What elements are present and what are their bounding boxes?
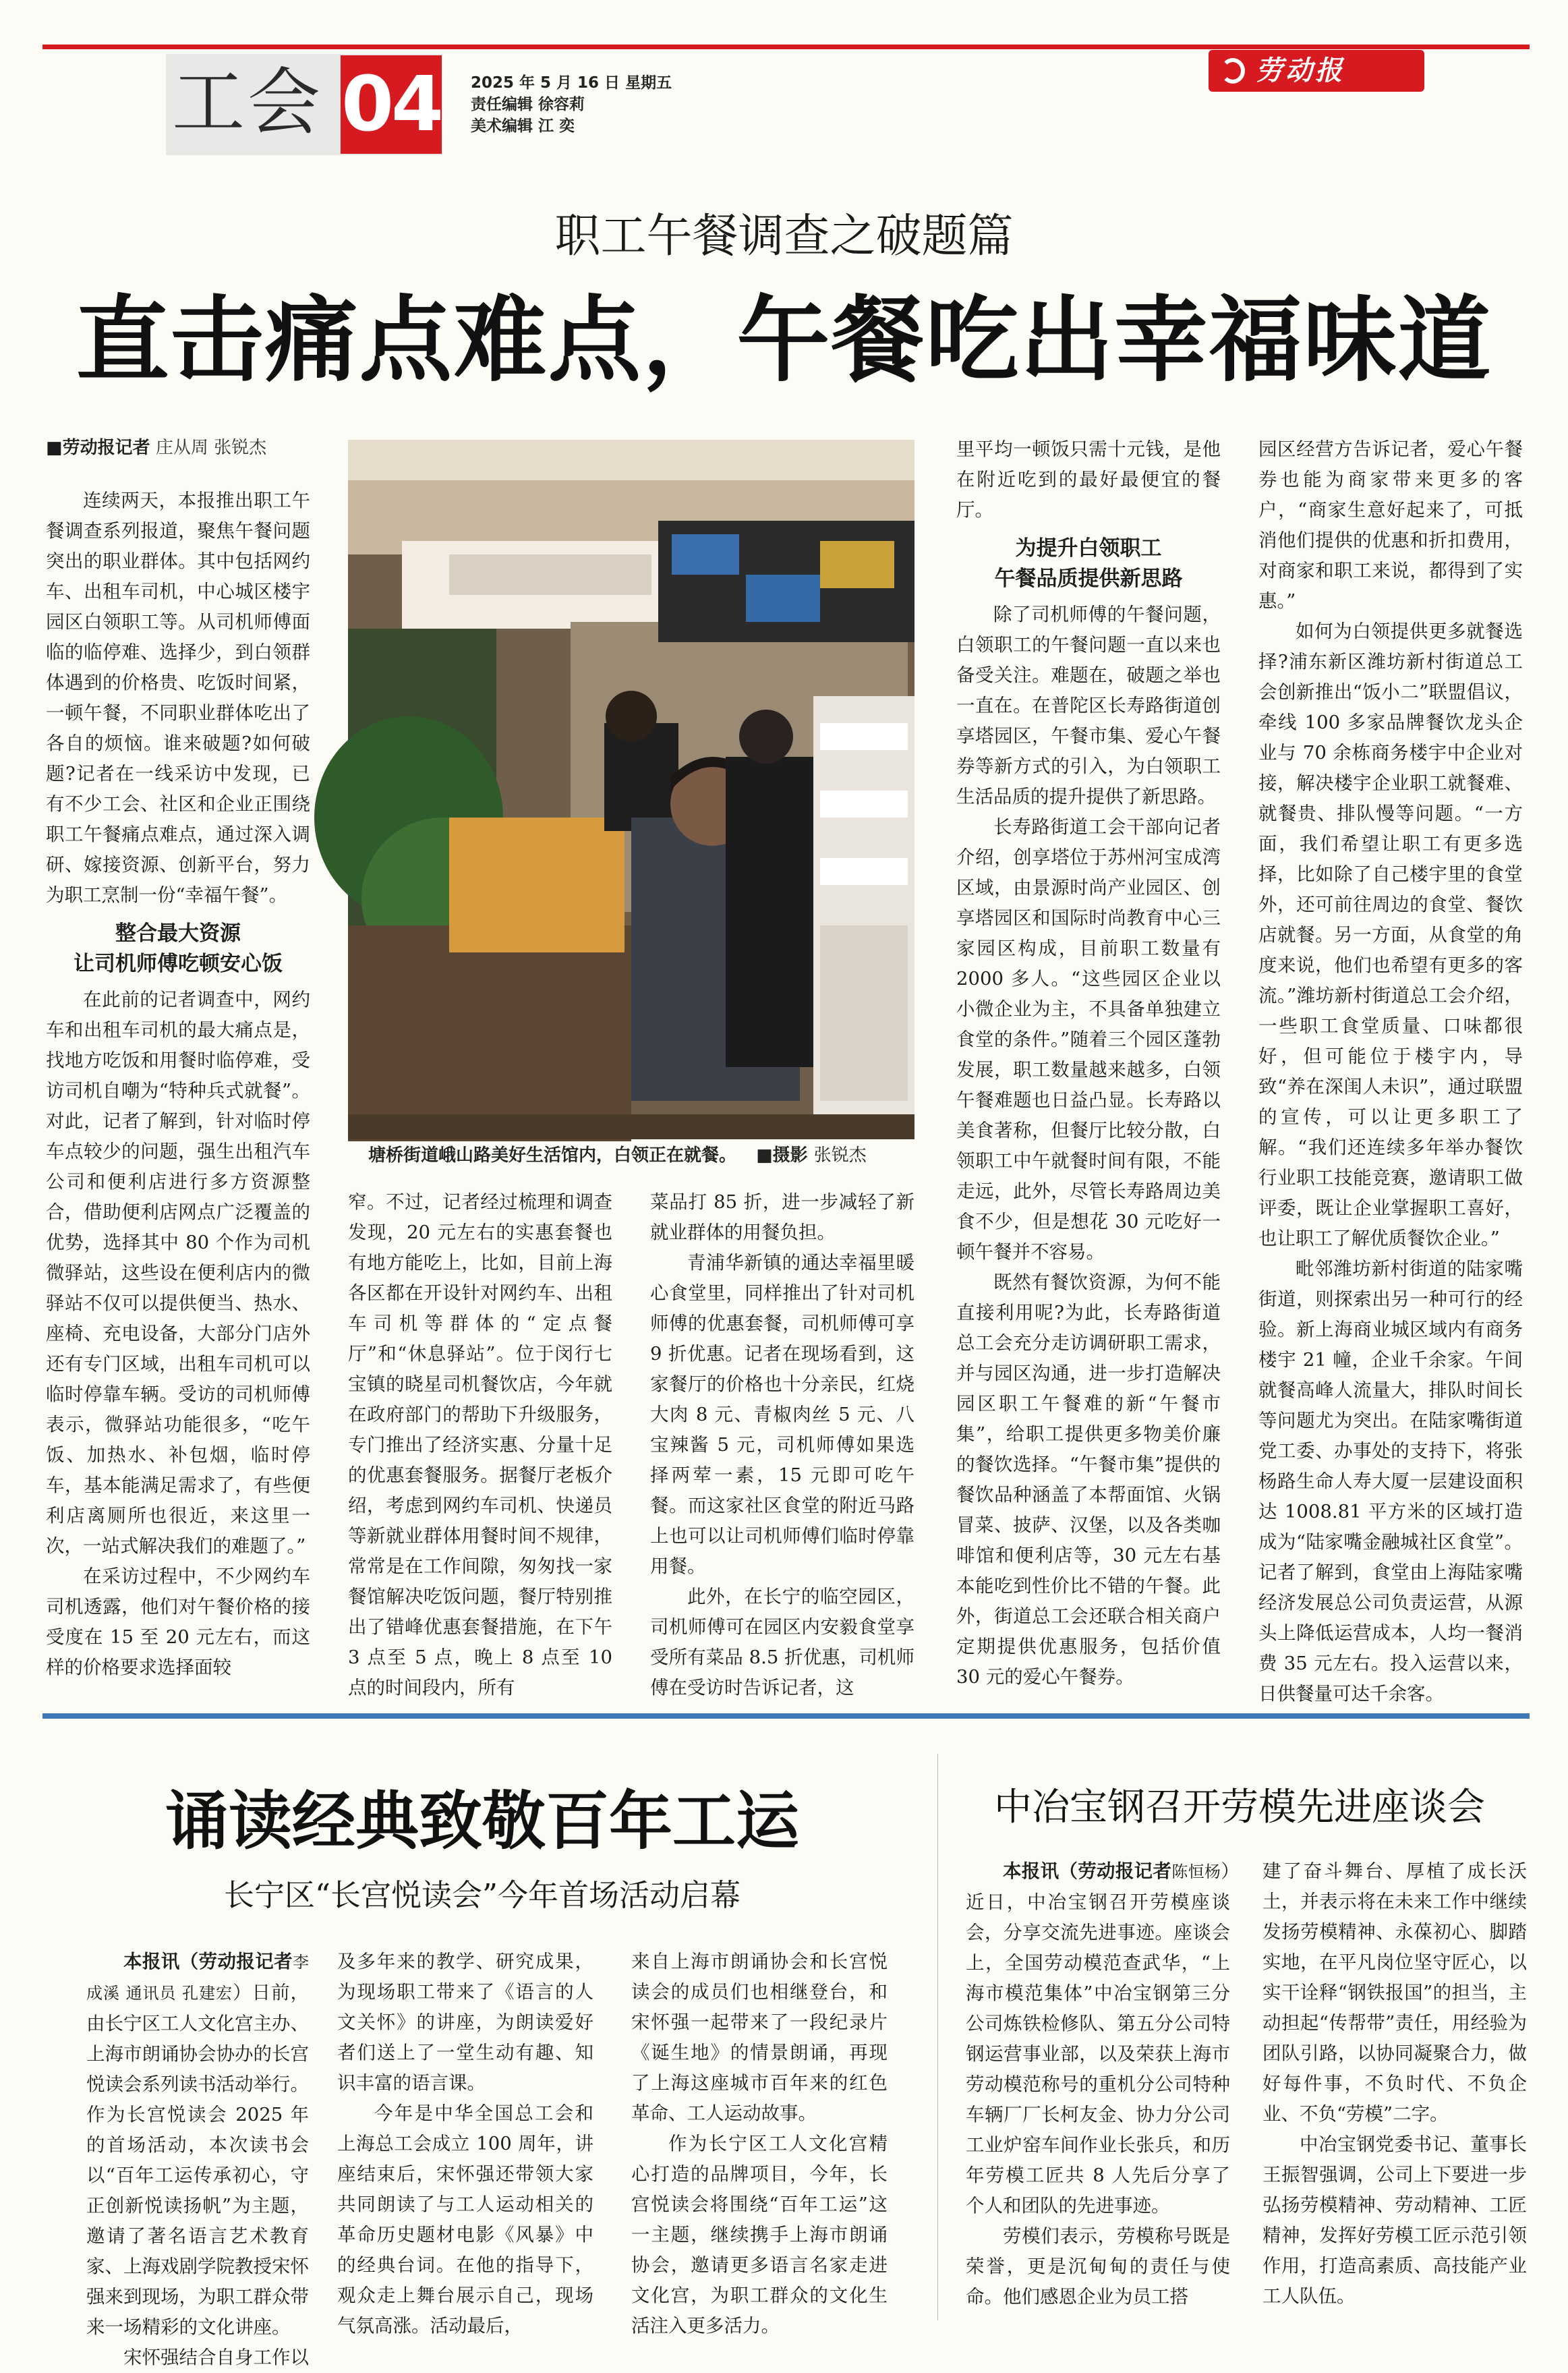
- caption-credit-label: ■摄影: [756, 1145, 808, 1166]
- byline-label: ■劳动报记者: [46, 438, 150, 458]
- story2-column-3: [631, 1947, 888, 2337]
- column-rule: [937, 1754, 938, 2320]
- story3-paragraph: 中冶宝钢党委书记、董事长王振智强调，公司上下要进一步弘扬劳模精神、劳动精神、工匠精神，发挥好劳模工匠示范引领作用，打造高素质、高技能产业工人队伍。: [1262, 2134, 1527, 2307]
- lead-paragraph: 此外，在长宁的临空园区，司机师傅可在园区内安毅食堂享受所有菜品 8.5 折优惠，司机师傅在受访时告诉记者，这: [650, 1586, 914, 1698]
- lead-paragraph: 如何为白领提供更多就餐选择?浦东新区潍坊新村街道总工会创新推出“饭小二”联盟倡议，牵线 100 多家品牌餐饮龙头企业与 70 余栋商务楼宇中企业对接，解决楼宇企业职工就餐难、就餐贵、排队慢等问题。“一方面，我们希望让职工有更多选择，比如除了自己楼宇里的食堂外，还可前往周边的食堂、餐饮店就餐。另一方面，从食堂的角度来说，他们也希望有更多的客流。”潍坊新村街道总工会介绍，一些职工食堂质量、口味都很好，但可能位于楼宇内，导致“养在深闺人未识”，通过联盟的宣传，可以让更多职工了解。“我们还连续多年举办餐饮行业职工技能竞赛，邀请职工做评委，既让企业掌握职工喜好，也让职工了解优质餐饮企业。”: [1258, 621, 1523, 1249]
- story2-reporter: 李成溪 通讯员 孔建宏: [86, 1953, 309, 2003]
- lead-intro-paragraph: 连续两天，本报推出职工午餐调查系列报道，聚焦午餐问题突出的职业群体。其中包括网约车、出租车司机，中心城区楼宇园区白领职工等。从司机师傅面临的临停难、选择少，到白领群体遇到的价格贵、吃饭时间紧，一顿午餐，不同职业群体吃出了各自的烦恼。谁来破题?如何破题?记者在一线采访中发现，已有不少工会、社区和企业正围绕职工午餐痛点难点，通过深入调研、嫁接资源、创新平台，努力为职工烹制一份“幸福午餐”。: [46, 490, 310, 906]
- paper-logo: [1209, 50, 1424, 92]
- lead-photo: [348, 440, 914, 1139]
- story2-paragraph: 作为长宁区工人文化宫精心打造的品牌项目，今年，长宫悦读会将围绕“百年工运”这一主题，继续携手上海市朗诵协会，邀请更多语言名家走进文化宫，为职工群众的文化生活注入更多活力。: [631, 2133, 888, 2337]
- lead-subhead-1: 整合最大资源 让司机师傅吃顿安心饭: [74, 921, 283, 976]
- logo-text: 劳动报: [1256, 55, 1345, 86]
- caption-credit-name: 张锐杰: [813, 1145, 867, 1166]
- lead-kicker: 职工午餐调查之破题篇: [554, 210, 1014, 263]
- lead-paragraph: 毗邻潍坊新村街道的陆家嘴街道，则探索出另一种可行的经验。新上海商业城区域内有商务楼宇 21 幢，企业千余家。午间就餐高峰人流量大，排队时间长等问题尤为突出。在陆家嘴街道党工委、办事处的支持下，将张杨路生命人寿大厦一层建设面积达 1008.81 平方米的区域打造成为“陆家嘴金融城社区食堂”。记者了解到，食堂由上海陆家嘴经济发展总公司负责运营，从源头上降低运营成本，人均一餐消费 35 元左右。投入运营以来，日供餐量可达千余客。: [1258, 1258, 1523, 1705]
- lead-column-1: [46, 486, 310, 1678]
- story3-paragraph: 建了奋斗舞台、厚植了成长沃土，并表示将在未来工作中继续发扬劳模精神、永葆初心、脚踏实地，在平凡岗位坚守匠心，以实干诠释“钢铁报国”的担当，主动担起“传帮带”责任，用经验为团队引路，以协同凝聚合力，做好每件事，不负时代、不负企业、不负“劳模”二字。: [1262, 1860, 1527, 2125]
- page-number: 04: [341, 61, 441, 148]
- canteen-photo-illustration: [348, 440, 914, 1139]
- lead-byline: [46, 436, 266, 460]
- story2-headline: 诵读经典致敬百年工运: [165, 1784, 799, 1858]
- story2-paragraph: 今年是中华全国总工会和上海总工会成立 100 周年，讲座结束后，宋怀强还带领大家共同朗读了与工人运动相关的革命历史题材电影《风暴》中的经典台词。在他的指导下，观众走上舞台展示自己，现场气氛高涨。活动最后，: [337, 2103, 593, 2337]
- story3-column-1: [966, 1856, 1230, 2324]
- story3-reporter: 陈恒杨: [1171, 1862, 1221, 1881]
- story2-lead-text: ）日前，由长宁区工人文化宫主办、上海市朗诵协会协办的长宫悦读会系列读书活动举行。作为长宫悦读会 2025 年的首场活动，本次读书会以“百年工运传承初心，守正创新悦读扬帆”为主题，邀请了著名语言艺术教育家、上海戏剧学院教授宋怀强来到现场，为职工群众带来一场精彩的文化讲座。: [86, 1982, 310, 2338]
- section-divider: [42, 1713, 1530, 1719]
- lead-paragraph: 既然有餐饮资源，为何不能直接利用呢?为此，长寿路街道总工会充分走访调研职工需求，并与园区沟通，进一步打造解决园区职工午餐难的新“午餐市集”，给职工提供更多物美价廉的餐饮选择。“午餐市集”提供的餐饮品种涵盖了本帮面馆、火锅冒菜、披萨、汉堡，以及各类咖啡馆和便利店等，30 元左右基本能吃到性价比不错的午餐。此外，街道总工会还联合相关商户定期提供优惠服务，包括价值 30 元的爱心午餐券。: [956, 1271, 1221, 1688]
- lead-paragraph: 园区经营方告诉记者，爱心午餐券也能为商家带来更多的客户，“商家生意好起来了，可抵消他们提供的优惠和折扣费用，对商家和职工来说，都得到了实惠。”: [1258, 438, 1523, 612]
- story3-paragraph: [966, 1856, 1230, 2221]
- lead-subhead-2: 为提升白领职工 午餐品质提供新思路: [994, 536, 1183, 591]
- lead-paragraph: 在此前的记者调查中，网约车和出租车司机的最大痛点是，找地方吃饭和用餐时临停难，受访司机自嘲为“特种兵式就餐”。对此，记者了解到，针对临时停车点较少的问题，强生出租汽车公司和便利店进行多方资源整合，借助便利店网点广泛覆盖的优势，选择其中 80 个作为司机微驿站，这些设在便利店内的微驿站不仅可以提供便当、热水、座椅、充电设备，大部分门店外还有专门区域，出租车司机可以临时停靠车辆。受访的司机师傅表示，微驿站功能很多，“吃午饭、加热水、补包烟，临时停车，基本能满足需求了，有些便利店离厕所也很近，来这里一次，一站式解决我们的难题了。”: [46, 989, 310, 1557]
- story2-paragraph: 来自上海市朗诵协会和长宫悦读会的成员们也相继登台，和宋怀强一起带来了一段纪录片《诞生地》的情景朗诵，再现了上海这座城市百年来的红色革命、工人运动故事。: [631, 1951, 888, 2124]
- lead-paragraph: 窄。不过，记者经过梳理和调查发现，20 元左右的实惠套餐也有地方能吃上，比如，目前上海各区都在开设针对网约车、出租车司机等群体的“定点餐厅”和“休息驿站”。位于闵行七宝镇的晓星司机餐饮店，今年就在政府部门的帮助下升级服务，专门推出了经济实惠、分量十足的优惠套餐服务。据餐厅老板介绍，考虑到网约车司机、快递员等新就业群体用餐时间不规律，常常是在工作间隙，匆匆找一家餐馆解决吃饭问题，餐厅特别推出了错峰优惠套餐措施，在下午 3 点至 5 点，晚上 8 点至 10 点的时间段内，所有: [348, 1191, 612, 1698]
- story3-paragraph: 劳模们表示，劳模称号既是荣誉，更是沉甸甸的责任与使命。他们感恩企业为员工搭: [966, 2225, 1230, 2308]
- lead-paragraph: 里平均一顿饭只需十元钱，是他在附近吃到的最好最便宜的餐厅。: [956, 438, 1221, 521]
- lead-headline: 直击痛点难点，午餐吃出幸福味道: [76, 285, 1492, 395]
- story2-dateline: 本报讯（劳动报记者: [123, 1951, 293, 1972]
- byline-names: 庄从周 张锐杰: [155, 438, 267, 458]
- story3-column-2: [1262, 1856, 1527, 2324]
- story2-column-1: [86, 1947, 310, 2368]
- lead-paragraph: 青浦华新镇的通达幸福里暖心食堂里，同样推出了针对司机师傅的优惠套餐，司机师傅可享 9 折优惠。记者在现场看到，这家餐厅的价格也十分亲民，红烧大肉 8 元、青椒肉丝 5 元、八宝辣酱 5 元，司机师傅如果选择两荤一素，15 元即可吃午餐。而这家社区食堂的附近马路上也可以让司机师傅们临时停靠用餐。: [650, 1252, 914, 1577]
- section-name: 工会: [172, 61, 324, 145]
- lead-paragraph: 除了司机师傅的午餐问题，白领职工的午餐问题一直以来也备受关注。难题在，破题之举也一直在。在普陀区长寿路街道创享塔园区，午餐市集、爱心午餐券等新方式的引入，为白领职工生活品质的提升提供了新思路。: [956, 604, 1221, 807]
- lead-column-3: [650, 1187, 914, 1698]
- lead-column-5: [1258, 434, 1523, 1705]
- story2-subhead: 长宁区“长宫悦读会”今年首场活动启幕: [223, 1877, 741, 1913]
- editor-line: 责任编辑 徐容莉: [471, 96, 585, 113]
- photo-caption: [368, 1143, 867, 1168]
- art-editor-line: 美术编辑 江 奕: [471, 117, 575, 135]
- lead-column-4: [956, 434, 1221, 1688]
- lead-paragraph: 长寿路街道工会干部向记者介绍，创享塔位于苏州河宝成湾区域，由景源时尚产业园区、创享塔园区和国际时尚教育中心三家园区构成，目前职工数量有 2000 多人。“这些园区企业以小微企业为主，不具备单独建立食堂的条件。”随着三个园区蓬勃发展，职工数量越来越多，白领午餐难题也日益凸显。长寿路以美食著称，但餐厅比较分散，白领职工中午就餐时间有限，不能走远，此外，尽管长寿路周边美食不少，但是想花 30 元吃好一顿午餐并不容易。: [956, 816, 1221, 1263]
- story3-dateline: 本报讯（劳动报记者: [1003, 1860, 1172, 1882]
- lead-column-2: [348, 1187, 612, 1698]
- story2-paragraph: [86, 1947, 309, 2343]
- lead-paragraph: 在采访过程中，不少网约车司机透露，他们对午餐价格的接受度在 15 至 20 元左右，而这样的价格要求选择面较: [46, 1566, 310, 1678]
- lead-paragraph: 菜品打 85 折，进一步减轻了新就业群体的用餐负担。: [650, 1191, 914, 1243]
- top-red-rule: [42, 45, 1530, 49]
- story2-paragraph: 及多年来的教学、研究成果，为现场职工带来了《语言的人文关怀》的讲座，为朗读爱好者们送上了一堂生动有趣、知识丰富的语言课。: [337, 1951, 593, 2094]
- story2-paragraph: 宋怀强结合自身工作以: [123, 2347, 309, 2368]
- caption-text: 塘桥街道峨山路美好生活馆内，白领正在就餐。: [368, 1145, 737, 1166]
- story3-lead-text: ）近日，中冶宝钢召开劳模座谈会，分享交流先进事迹。座谈会上，全国劳动模范查武华，“上海市模范集体”中冶宝钢第三分公司炼铁检修队、第五分公司特钢运营事业部，以及荣获上海市劳动模范称号的重机分公司特种车辆厂厂长柯友金、协力分公司工业炉窑车间作业长张兵，和历年劳模工匠共 8 人先后分享了个人和团队的先进事迹。: [966, 1860, 1230, 2217]
- story3-headline: 中冶宝钢召开劳模先进座谈会: [994, 1785, 1485, 1829]
- logo-mark-icon: [1221, 58, 1245, 84]
- story2-column-2: [337, 1947, 593, 2337]
- date-line: 2025 年 5 月 16 日 星期五: [471, 74, 672, 92]
